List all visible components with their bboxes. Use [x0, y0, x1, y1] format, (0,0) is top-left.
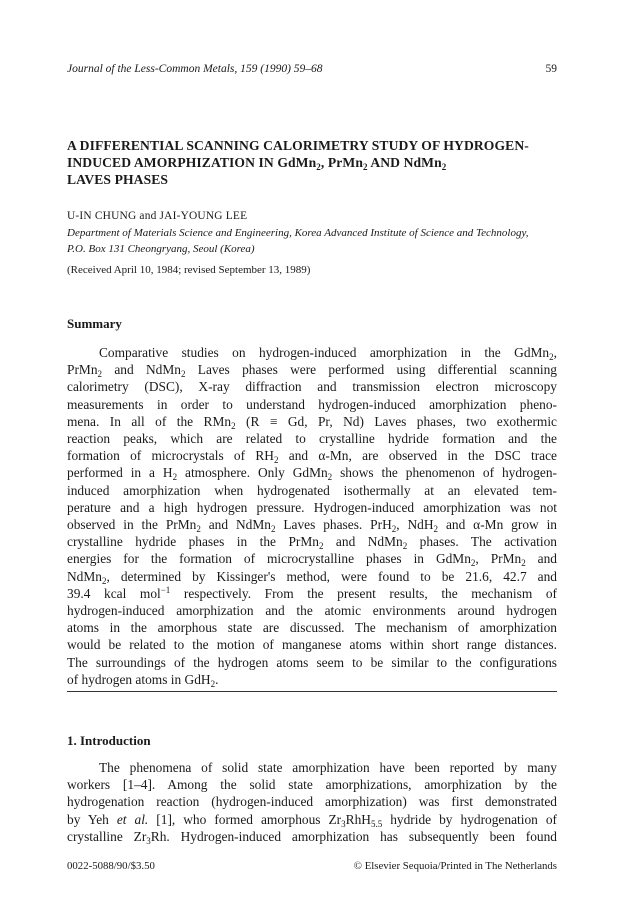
title-line-1: A DIFFERENTIAL SCANNING CALORIMETRY STUDY OF HYDROGEN-: [67, 138, 529, 153]
summary-paragraph: Comparative studies on hydrogen-induced amorphization in the GdMn$_2$, PrMn$_2$ and NdMn$_2$ Laves phases were performed using differential scanning calorimetry (DSC), X-ray diffraction and transmission electron microscopy measurements in order to understand hydrogen-induced amorphization pheno- mena. In all of the RMn$_2$ (R ≡ Gd, Pr, Nd) Laves phases, two exothermic reaction peaks, which are related to crystalline hydride formation and the formation of microcrystals of $RH_2$ and α-Mn, are observed in the DSC trace performed in a $H_2$ atmosphere. Only GdMn$_2$ shows the phenomenon of hydrogen- induced amorphization when hydrogenated isothermally at an elevated tem- perature and a high hydrogen pressure. Hydrogen-induced amorphization was not observed in the PrMn$_2$ and NdMn$_2$ Laves phases. PrH$_2$, NdH$_2$ and α-Mn grow in crystalline hydride phases in the PrMn$_2$ and NdMn$_2$ phases. The activation energies for the formation of microcrystalline phases in GdMn$_2$, PrMn$_2$ and NdMn$_2$, determined by Kissinger's method, were found to be 21.6, 42.7 and 39.4 kcal mol$^{-1}$ respectively. From the present results, the mechanism of hydrogen-induced amorphization and the atomic environments around hydrogen atoms in the amorphous state are discussed. The mechanism of amorphization would be related to the motion of manganese atoms within short range distances. The surroundings of the hydrogen atoms seem to be similar to the configurations of hydrogen atoms in GdH$_2$.: [67, 345, 558, 689]
affiliation-line-2: P.O. Box 131 Cheongryang, Seoul (Korea): [67, 243, 255, 255]
title-line-2: INDUCED AMORPHIZATION IN GdMn$_2$, PrMn$_2$ AND NdMn$_2$: [67, 155, 447, 172]
running-head: [67, 63, 557, 75]
journal-citation: Journal of the Less-Common Metals, 159 (1990) 59–68: [67, 63, 323, 75]
author-names: U-IN CHUNG and JAI-YOUNG LEE: [67, 210, 248, 222]
affiliation-line-1: Department of Materials Science and Engineering, Korea Advanced Institute of Science and Technology,: [67, 227, 529, 239]
title-line-3: LAVES PHASES: [67, 172, 169, 187]
copyright-notice: © Elsevier Sequoia/Printed in The Netherlands: [353, 860, 557, 872]
received-dates: (Received April 10, 1984; revised September 13, 1989): [67, 264, 311, 276]
author-affiliation: [67, 225, 567, 257]
article-title: [67, 137, 562, 188]
introduction-heading: 1. Introduction: [67, 733, 151, 748]
section-divider: [67, 691, 557, 692]
introduction-paragraph: The phenomena of solid state amorphization have been reported by many workers [1–4]. Among the solid state amorphizations, amorphization by the hydrogenation reaction (hydrogen-induced amorphization) was first demonstrated by Yeh et al. [1], who formed amorphous $Zr_3RhH_{5.5}$ hydride by hydrogenation of crystalline $Zr_3Rh$. Hydrogen-induced amorphization has subsequently been found: [67, 760, 557, 846]
page-footer: [67, 860, 557, 872]
issn-price: 0022-5088/90/$3.50: [67, 860, 155, 872]
summary-heading: Summary: [67, 316, 122, 331]
page-number: 59: [545, 63, 557, 75]
